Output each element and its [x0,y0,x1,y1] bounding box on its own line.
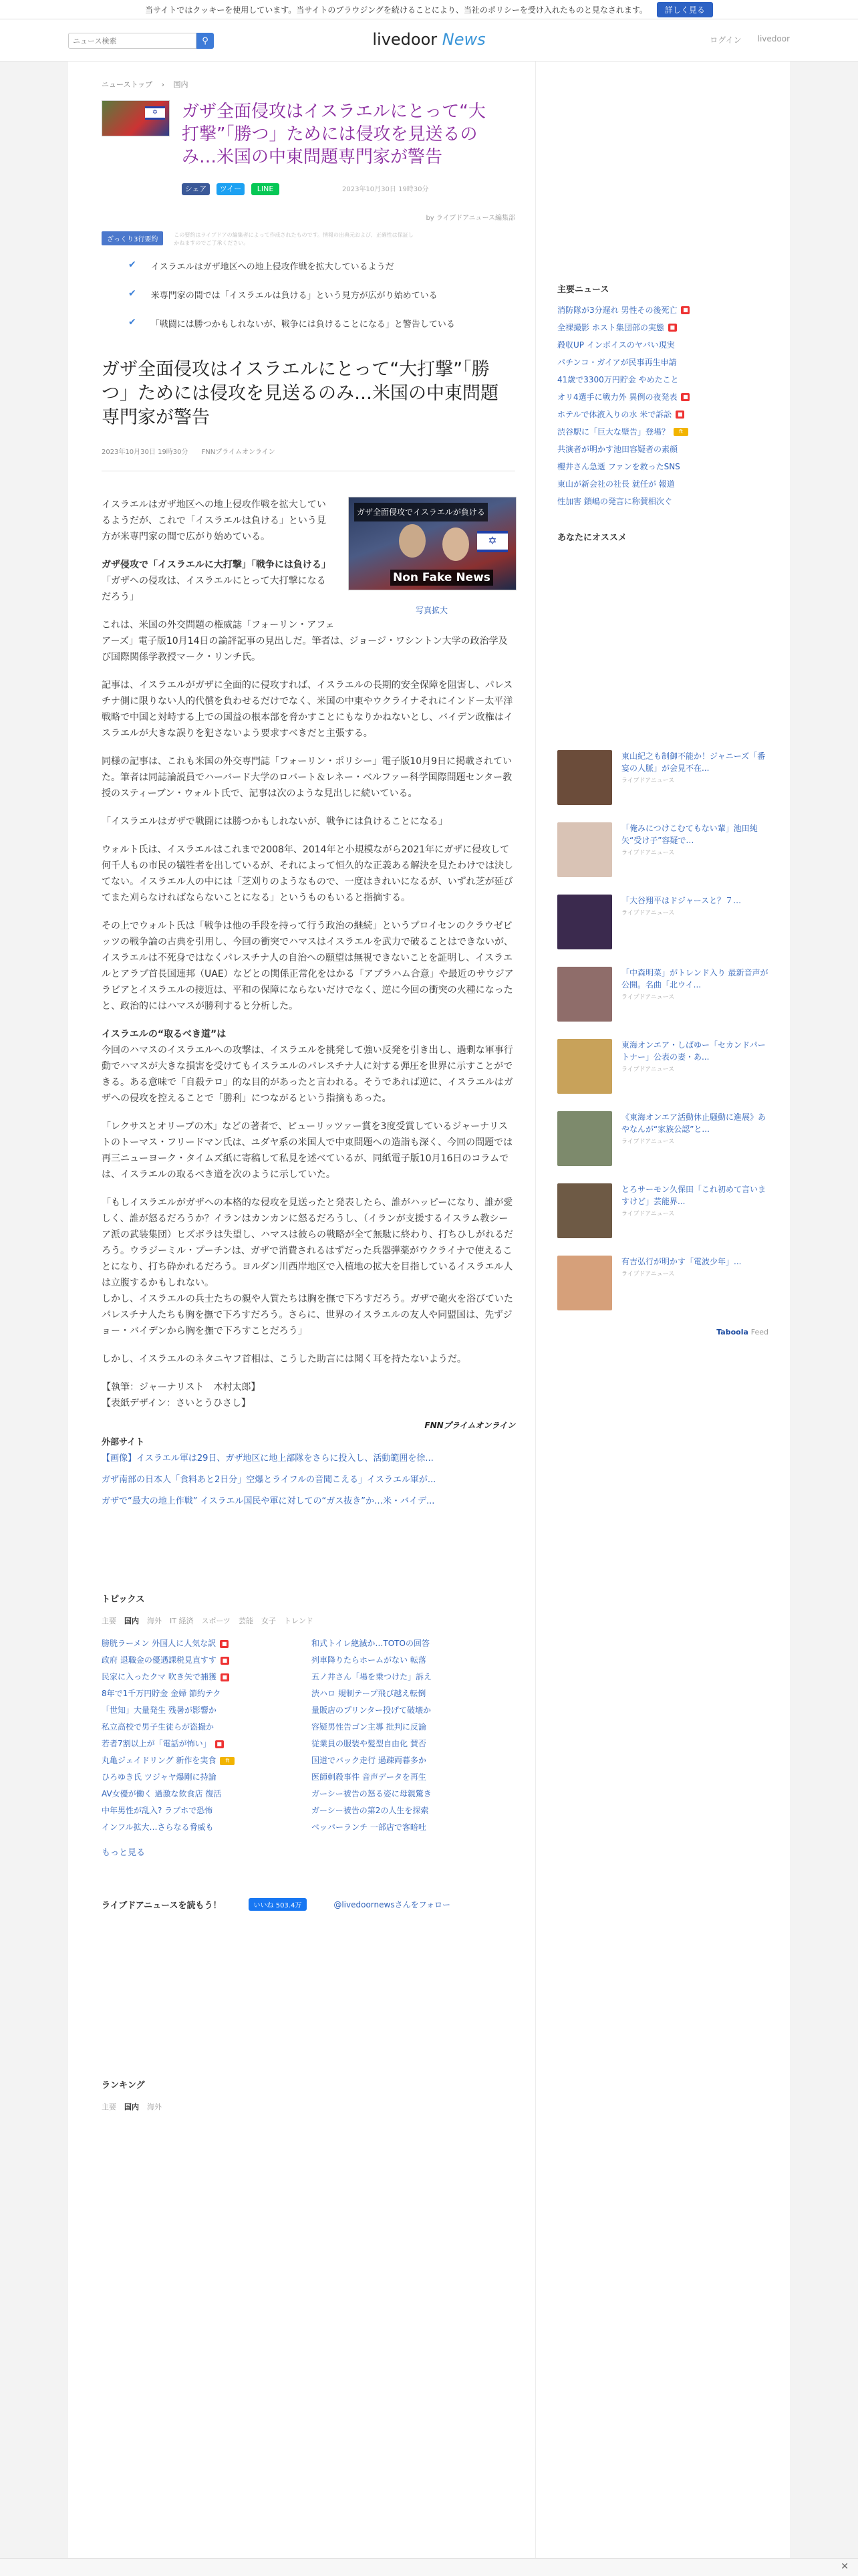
recommend-source: ライブドアニュース [621,1066,675,1073]
topic-item-text: 五ノ井さん「場を乗つけた」訴え [311,1672,432,1681]
recommend-item[interactable] [557,750,768,805]
ranking-tabs [102,2101,515,2112]
photo-badge-icon: ■ [676,411,684,419]
topics-list-left [102,1635,302,1836]
cookie-details-button[interactable]: 詳しく見る [657,2,713,17]
topics-tabs [102,1615,515,1626]
paragraph: 「イスラエルはガザで戦闘には勝つかもしれないが、戦争には負けることになる」 [102,816,448,827]
paragraph: 記事は、イスラエルがガザに全面的に侵攻すれば、イスラエルの長期的安全保障を阻害し、パレスチナ側に限りない人的代償を負わせるだけでなく、米国の中東やウクライナそれにインド－太平洋戦略で中国と対峙する上での国益の根本部を脅かすことにもなりかねないとし、バイデン政権はイスラエルが大きな誤りを犯さないよう要求すべきだと主張する。 [102,680,513,739]
summary-item [128,259,515,272]
recommend-list [557,750,768,1310]
paragraph: 「ガザへの侵攻は、イスラエルにとって大打撃になるだろう」 [102,576,326,602]
search-icon[interactable]: ⚲ [196,33,214,49]
flag-icon: ✡ [145,106,165,120]
summary-item [128,317,515,330]
recommend-item[interactable] [557,967,768,1022]
recommend-thumbnail [557,750,612,805]
top-thumbnail[interactable] [102,100,170,136]
recommend-source: ライブドアニュース [621,850,675,856]
main-news-item-text: 性加害 鎖嶋の発言に称賛相次ぐ [557,497,672,506]
topic-item[interactable] [311,1719,512,1736]
main-news-item[interactable] [557,354,768,371]
topic-item-text: 中年男性が乱入? ラブホで恐怖 [102,1806,213,1815]
topic-item-text: 8年で1千万円貯金 金婦 節約テク [102,1689,221,1698]
taboola-name: Taboola [716,1328,748,1336]
paragraph: ウォルト氏は、イスラエルはこれまで2008年、2014年と小規模ながら2021年にガザに侵攻して何千人もの市民の犠牲者を出しているが、それによって恒久的な正義ある解決を見たわけでは決してない。イスラエル人の中には「芝刈りのようなもので、一度はきれいになるが、いずれ芝が延びてまた刈らなければならないことになる」というものもいると指摘する。 [102,844,513,903]
taboola-logo[interactable] [557,1328,768,1336]
paragraph: 同様の記事は、これも米国の外交専門誌「フォーリン・ポリシー」電子版10月9日に掲載されていた。筆者は同誌論説員でハーバード大学のロバート＆レネー・ベルファー科学国際問題センター教授のスティーブン・ウォルト氏で、記事は次のような見出しに続いている。 [102,756,513,799]
main-news-item[interactable] [557,493,768,510]
site-header [0,19,858,62]
main-news-item-text: 共演者が明かす池田容疑者の素顔 [557,445,678,454]
topic-item[interactable] [311,1802,512,1819]
main-news-item-text: 渋谷駅に「巨大な壁告」登場？ [557,427,670,437]
main-news-item-text: パチンコ・ガイアが民事再生申請 [557,358,677,367]
topic-item[interactable] [311,1769,512,1786]
recommend-source: ライブドアニュース [621,778,675,784]
main-news-item-text: 殺収UP インボイスのヤバい現実 [557,340,675,350]
recommend-thumbnail [557,895,612,949]
topic-item[interactable] [311,1652,512,1669]
topic-item[interactable] [311,1786,512,1802]
main-news-item[interactable] [557,371,768,388]
topic-item-text: 容疑男性告ゴン主導 批判に反論 [311,1722,426,1732]
recommend-thumbnail [557,822,612,877]
paragraph: 「もしイスラエルがガザへの本格的な侵攻を見送ったと発表したら、誰がハッピーになり、誰が愛しく、誰が怒るだろうか？イランはカンカンに怒るだろうし、（イランが支援するイスラム教シーア派の武装集団）ヒズボラは失望し、ハマスは彼らの戦略が全て無駄に終わり、打ちひしがれるだろう。ウラジーミル・プーチンは、ガザで消費されるはずだった兵器弾薬がウクライナで使えることになり、打ち砕かれるだろう。ヨルダン川西岸地区で入植地の拡大を目指しているイスラエル人は立腹するかもしれない。 [102,1197,513,1288]
tab-domestic[interactable]: 国内 [124,2103,139,2111]
recommend-title-text: 有吉弘行が明かす「電波少年」... [621,1257,742,1266]
topic-item[interactable] [311,1819,512,1836]
paragraph: 今回のハマスのイスラエルへの攻撃は、イスラエルを挑発して強い反発を引き出し、過剰な軍事行動でハマスが大きな損害を受けてもイスラエルのパレスチナ人に対する弾圧を世界に示すことができる。ある意味で「自殺テロ」的な目的があったと言われる。そうであれば逆に、イスラエルはガザへの侵攻を控えることで「勝利」につながるという指摘もあった。 [102,1045,513,1104]
facebook-like-button[interactable]: いいね 503.4万 [249,1898,307,1911]
paragraph: イスラエルはガザ地区への地上侵攻作戦を拡大しているようだが、これで「イスラエルは負ける」という見方が米専門家の間で広がり始めている。 [102,499,326,542]
feature-badge-icon: ft [674,428,688,436]
subheading: ガザ侵攻で「イスラエルに大打撃」「戦争には負ける」 [102,560,331,570]
recommend-source: ライブドアニュース [621,994,675,1001]
topic-item[interactable] [102,1769,302,1786]
summary-title: ガザ全面侵攻はイスラエルにとって“大打撃”「勝つ」ためには侵攻を見送るのみ…米国の中東問題専門家が警告 [182,102,486,167]
main-news-item-text: 全裸撮影 ホスト集団部の実態 [557,323,664,332]
main-column [68,62,536,2575]
topic-item-text: ガーシー被告の第2の人生を探索 [311,1806,429,1815]
topic-item[interactable] [311,1736,512,1752]
taboola-feed: Feed [750,1328,768,1336]
topic-item-text: 「世知」大量発生 残暑が影響か [102,1706,217,1715]
article-body [102,497,515,1411]
recommend-source: ライブドアニュース [621,1211,675,1217]
main-news-item-text: ホテルで体液入りの水 米で訴訟 [557,410,672,419]
main-news-item[interactable] [557,336,768,354]
main-news-item[interactable] [557,319,768,336]
topic-item[interactable] [102,1786,302,1802]
external-link[interactable]: ガザで“最大の地上作戦” イスラエル国民や軍に対しての“ガス抜き”か…米・バイデ... [102,1496,435,1506]
tab-it-economy[interactable]: IT 経済 [170,1617,194,1625]
recommend-item[interactable] [557,1111,768,1166]
main-news-item-text: 東山が新会社の社長 就任が 報道 [557,479,675,489]
recommend-title-text: 《東海オンエア活動休止騒動に進展》あやなんが“家族公認”と... [621,1113,766,1134]
recommend-thumbnail [557,1039,612,1094]
topic-item[interactable] [102,1652,302,1669]
topics-list-right [311,1635,512,1836]
main-news-item[interactable] [557,423,768,441]
sidebar [536,62,790,2575]
topic-item[interactable] [102,1669,302,1685]
main-news-list [557,302,768,510]
line-share-button[interactable]: LINE [251,183,279,195]
topic-item-text: 和式トイレ絶滅か…TOTOの回答 [311,1639,430,1648]
recommend-title-text: 「中森明菜」がトレンド入り 最新音声が公開。名曲「北ウイ... [621,968,768,989]
recommend-source: ライブドアニュース [621,910,675,917]
summary-badge: ざっくり3行要約 [102,231,163,245]
recommend-item[interactable] [557,1183,768,1238]
recommend-title: あなたにオススメ [557,533,627,543]
tab-sports[interactable]: スポーツ [201,1617,231,1625]
subheading: イスラエルの“取るべき道”は [102,1029,227,1040]
twitter-share-button[interactable]: ツイート [217,183,245,195]
topic-item[interactable] [102,1719,302,1736]
paragraph: 「レクサスとオリーブの木」などの著者で、ピューリッツァー賞を3度受賞しているジャーナリストのトーマス・フリードマン氏は、ユダヤ系の米国人で中東問題への造詣も深く、今回の問題では再三ニューヨーク・タイムズ紙に寄稿して私見を述べているが、同紙電子版10月16日のコラムでは、イスラエルの取るべき道を次のように示していた。 [102,1121,513,1180]
tab-main[interactable]: 主要 [102,1617,116,1625]
main-news-item[interactable] [557,441,768,458]
check-icon: ✔ [128,259,136,270]
feature-badge-icon: ft [220,1757,235,1765]
recommend-thumbnail [557,1183,612,1238]
photo-badge-icon: ■ [668,324,677,332]
close-icon[interactable]: ✕ [841,2561,849,2572]
login-link[interactable]: ログイン [710,35,742,45]
byline: by ライブドアニュース編集部 [426,215,515,222]
topic-item-text: ガーシー被告の怒る姿に母親驚き [311,1789,432,1798]
photo-badge-icon: ■ [221,1657,229,1665]
photo-enlarge-link[interactable]: 写真拡大 [415,606,448,615]
main-news-item-text: オリ4選手に戦力外 異例の夜発表 [557,392,678,402]
topic-item[interactable] [311,1752,512,1769]
tab-trend[interactable]: トレンド [284,1617,313,1625]
topic-item-text: 民家に入ったクマ 吹き矢で捕獲 [102,1672,217,1681]
breadcrumb-category[interactable]: 国内 [173,80,188,89]
recommend-title-text: 「俺みにつけこむてもない輩」池田純矢“受け子”容疑で… [621,824,758,845]
livedoor-link[interactable]: livedoor [757,34,790,43]
recommend-title-text: 東山紀之も制御不能か！ジャニーズ「番宴の人脈」が会見不在... [621,751,766,773]
summary-list [128,259,515,330]
facebook-share-button[interactable]: シェア [182,183,210,195]
recommend-thumbnail [557,1111,612,1166]
topic-item-text: 若者7割以上が「電話が怖い」 [102,1739,211,1748]
topic-item-text: ひろゆき氏 ツジャヤ爆剛に持論 [102,1772,217,1782]
cookie-text: 当サイトではクッキーを使用しています。当サイトのブラウジングを続けることにより、当社のポリシーを受け入れたものと見なされます。 [145,5,648,15]
paragraph: これは、米国の外交問題の権威誌「フォーリン・アフェアーズ」電子版10月14日の論評記事の見出しだ。筆者は、ジョージ・ワシントン大学の政治学及び国際関係学教授マーク・リンチ氏。 [102,620,508,663]
recommend-title-text: とろサーモン久保田「これ初めて言いますけど」芸能界... [621,1185,766,1206]
tab-overseas[interactable]: 海外 [147,2103,162,2111]
topics-title: トピックス [102,1595,145,1605]
topic-item[interactable] [311,1685,512,1702]
external-link[interactable]: 【画像】イスラエル軍は29日、ガザ地区に地上部隊をさらに投入し、活動範囲を徐... [102,1453,434,1463]
photo-badge-icon: ■ [681,393,690,401]
main-news-item-text: 41歳で3300万円貯金 やめたこと [557,375,679,384]
topic-item[interactable] [102,1702,302,1719]
main-news-item[interactable] [557,458,768,475]
check-icon: ✔ [128,317,136,328]
summary-item [128,288,515,301]
summary-item-text: 「戦闘には勝つかもしれないが、戦争には負けることになる」と警告している [150,320,455,330]
more-link[interactable]: もっと見る [102,1848,146,1858]
logo-main: livedoor [372,30,438,49]
tab-main[interactable]: 主要 [102,2103,116,2111]
topic-item[interactable] [102,1819,302,1836]
design-note: 【表紙デザイン：さいとうひさし】 [102,1398,251,1409]
topic-item[interactable] [311,1702,512,1719]
article-photo[interactable] [348,497,517,590]
article-title: ガザ全面侵攻はイスラエルにとって“大打撃”「勝つ」ためには侵攻を見送るのみ…米国の中東問題専門家が警告 [102,359,498,428]
recommend-item[interactable] [557,1039,768,1094]
photo-caption: ガザ全面侵攻でイスラエルが負ける [354,503,488,521]
topic-item-text: 渋ハロ 規制テープ飛び越え転倒 [311,1689,426,1698]
topic-item-text: AV女優が働く 過激な飲食店 復活 [102,1789,222,1798]
topic-item[interactable] [102,1635,302,1652]
content-wrap [68,62,790,2575]
topic-item[interactable] [102,1685,302,1702]
recommend-title-text: 「大谷翔平はドジャースと？７… [621,896,742,905]
photo-badge-icon: ■ [681,306,690,314]
logo-sub: News [442,30,486,49]
breadcrumb-top[interactable]: ニューストップ [102,80,153,89]
recommend-source: ライブドアニュース [621,1139,675,1145]
twitter-follow-link[interactable]: @livedoornewsさんをフォロー [333,1900,450,1909]
paragraph: しかし、イスラエルのネタニヤフ首相は、こうした助言には聞く耳を持たないようだ。 [102,1354,466,1365]
article-figure [348,497,515,618]
main-news-title: 主要ニュース [557,285,609,295]
topic-item-text: 国道でバック走行 過疎両暮多か [311,1756,426,1765]
breadcrumb [102,79,515,90]
paragraph: しかし、イスラエルの兵士たちの親や人質たちは胸を撫で下ろすだろう。ガザで砲火を浴びていたパレスチナ人たちも胸を撫で下ろすだろう。さらに、世界のイスラエルの友人や同盟国は、先ずジョー・バイデンから胸を撫で下ろすことだろう」 [102,1294,513,1336]
topic-item-text: ベッパーランチ 一部店で客暗吐 [311,1823,426,1832]
follow-section [102,1898,515,1911]
tab-domestic[interactable]: 国内 [124,1617,139,1625]
topic-item-text: 列車降りたらホームがない 転落 [311,1655,426,1665]
external-sites-title: 外部サイト [102,1437,145,1447]
recommend-thumbnail [557,1256,612,1310]
photo-badge-icon: ■ [220,1640,229,1648]
topic-item[interactable] [102,1802,302,1819]
external-link[interactable]: ガザ南部の日本人「食料あと2日分」空爆とライフルの音聞こえる」イスラエル軍が... [102,1475,436,1485]
paragraph: その上でウォルト氏は「戦争は他の手段を持って行う政治の継続」というプロイセンのクラウゼビッツの戦争論の古典を引用し、今回の衝突でハマスはイスラエルを武力で破ることはできないが、イスラエルは不死身ではなくパレスチナ人の自治への願望は無視できないことを証明し、イスラエルとアラブ首長国連邦（UAE）などとの関係正常化をはかる「アブラハム合意」や最近のサウジアラビアとイスラエルの接近は、平和の保障にならないだけでなく、逆に今回の衝突の火種になったと、政治的にはハマスが勝利すると分析した。 [102,921,514,1012]
topic-item[interactable] [311,1635,512,1652]
recommend-item[interactable] [557,895,768,949]
person-image [399,524,426,558]
main-news-item-text: 櫻井さん急逝 ファンを救ったSNS [557,462,680,471]
main-news-item[interactable] [557,388,768,406]
topic-item-text: 量販店のプリンター投げて破壊か [311,1706,432,1715]
topic-item-text: インフル拡大…さらなる脅威も [102,1823,214,1832]
main-news-item[interactable] [557,406,768,423]
topic-item[interactable] [311,1669,512,1685]
author-note: 【執筆：ジャーナリスト 木村太郎】 [102,1382,261,1393]
topic-item-text: 従業員の服装や髪型自由化 賛否 [311,1739,426,1748]
check-icon: ✔ [128,288,136,299]
topic-item[interactable] [102,1752,302,1769]
cookie-banner [0,0,858,19]
main-news-item[interactable] [557,475,768,493]
main-news-item-text: 消防隊が3分遅れ 男性その後死亡 [557,306,678,315]
article-source[interactable]: FNNプライムオンライン [201,449,275,456]
bottom-bar [0,2558,858,2576]
main-news-item[interactable] [557,302,768,319]
source-logo[interactable]: FNNプライムオンライン [424,1421,515,1430]
summary-date: 2023年10月30日 19時30分 [342,186,429,193]
breadcrumb-sep: › [161,80,165,89]
topic-item-text: 私立高校で男子生徒らが盗撮か [102,1722,214,1732]
summary-note: この要約はライブドアの編集者によって作成されたものです。情報の出典元および、正確性は保証しかねますのでご了承ください。 [174,232,414,246]
recommend-source: ライブドアニュース [621,1271,675,1278]
photo-watermark: Non Fake News [390,570,493,586]
topic-item[interactable] [102,1736,302,1752]
summary-item-text: 米専門家の間では「イスラエルは負ける」という見方が広がり始めている [150,291,438,301]
tab-entertainment[interactable]: 芸能 [239,1617,254,1625]
summary-item-text: イスラエルはガザ地区への地上侵攻作戦を拡大しているようだ [150,262,394,272]
ranking-title: ランキング [102,2081,145,2091]
tab-women[interactable]: 女子 [261,1617,277,1625]
recommend-item[interactable] [557,1256,768,1310]
tab-overseas[interactable]: 海外 [147,1617,162,1625]
article-date: 2023年10月30日 19時30分 [102,449,188,456]
photo-badge-icon: ■ [221,1673,229,1681]
recommend-title-text: 東海オンエア・しばゆー「セカンドパートナー」公表の妻・あ... [621,1040,766,1062]
photo-badge-icon: ■ [215,1740,224,1748]
follow-title: ライブドアニュースを読もう！ [102,1901,222,1911]
topic-item-text: 医師刺殺事件 音声データを再生 [311,1772,426,1782]
topic-item-text: 政府 退職金の優遇課税見直すす [102,1655,217,1665]
flag-icon: ✡ [477,531,508,552]
recommend-thumbnail [557,967,612,1022]
recommend-item[interactable] [557,822,768,877]
person-image [442,528,469,561]
topic-item-text: 丸亀ジェイドリング 新作を実食 [102,1756,217,1765]
topic-item-text: 膀胱ラーメン 外国人に人気な訳 [102,1639,217,1648]
